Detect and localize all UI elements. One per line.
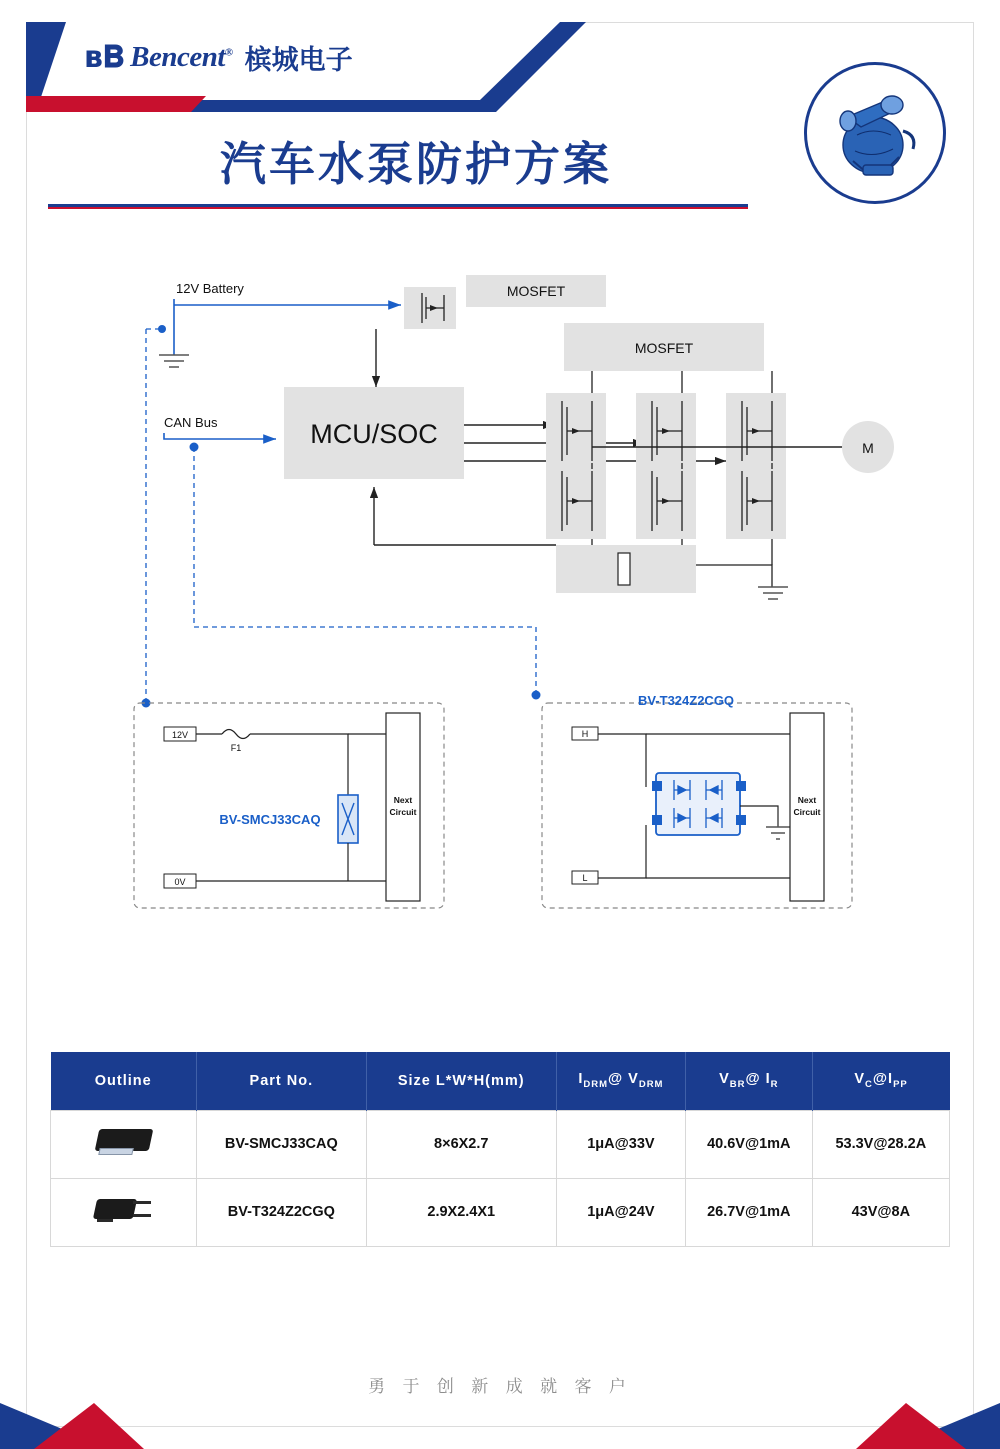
footer-left-red bbox=[34, 1403, 184, 1449]
water-pump-icon bbox=[807, 65, 943, 201]
schematic-diagram bbox=[26, 235, 974, 925]
table-row bbox=[51, 1178, 950, 1246]
logo-mark-icon: ʙ𝐁 bbox=[84, 39, 125, 75]
smc-package-icon bbox=[93, 1129, 155, 1159]
label-box2-l: L bbox=[582, 873, 588, 883]
footer-right-red bbox=[816, 1403, 966, 1449]
product-photo-circle bbox=[804, 62, 946, 204]
cell-idrm: 1μA@24V bbox=[556, 1178, 685, 1246]
cell-size: 8×6X2.7 bbox=[366, 1110, 556, 1178]
footer-band bbox=[0, 1403, 1000, 1449]
cell-vc: 53.3V@28.2A bbox=[812, 1110, 949, 1178]
th-size: Size L*W*H(mm) bbox=[366, 1052, 556, 1110]
page-title: 汽车水泵防护方案 bbox=[220, 137, 612, 191]
label-can-bus: CAN Bus bbox=[164, 415, 218, 430]
label-box1-fuse: F1 bbox=[230, 743, 242, 753]
specs-table bbox=[50, 1052, 950, 1247]
footer-slogan: 勇 于 创 新 成 就 客 户 bbox=[368, 1377, 632, 1397]
specs-table-wrap bbox=[50, 1052, 950, 1247]
label-box1-next-2: Circuit bbox=[389, 807, 417, 817]
label-box1-in: 12V bbox=[171, 730, 189, 740]
label-motor: M bbox=[862, 440, 874, 456]
label-box2-next-1: Next bbox=[797, 795, 817, 805]
label-box1-gnd: 0V bbox=[174, 877, 186, 887]
label-box2-part: BV-T324Z2CGQ bbox=[637, 693, 735, 708]
cell-vc: 43V@8A bbox=[812, 1178, 949, 1246]
th-vbr: $V_{BR}@$ $I_R$ bbox=[685, 1052, 812, 1110]
th-vc: $V_C@I_{PP}$ bbox=[812, 1052, 949, 1110]
logo-wordmark: Bencent® bbox=[130, 41, 233, 73]
table-row bbox=[51, 1110, 950, 1178]
th-outline: Outline bbox=[51, 1052, 197, 1110]
label-mosfet-bridge: MOSFET bbox=[634, 340, 694, 356]
title-rule-red bbox=[48, 207, 748, 209]
cell-outline bbox=[51, 1178, 197, 1246]
th-part-no: Part No. bbox=[197, 1052, 367, 1110]
label-box2-h: H bbox=[581, 729, 589, 739]
logo-chinese-name: 槟城电子 bbox=[244, 45, 353, 76]
title-zone bbox=[26, 118, 974, 228]
th-idrm: $I_{DRM}@$ $V_{DRM}$ bbox=[556, 1052, 685, 1110]
cell-idrm: 1μA@33V bbox=[556, 1110, 685, 1178]
label-box1-part: BV-SMCJ33CAQ bbox=[219, 812, 321, 827]
registered-trademark-icon: ® bbox=[224, 46, 233, 59]
table-header-row bbox=[51, 1052, 950, 1110]
cell-outline bbox=[51, 1110, 197, 1178]
label-12v-battery: 12V Battery bbox=[176, 281, 244, 296]
brand-logo bbox=[84, 38, 353, 77]
sot23-package-icon bbox=[93, 1195, 155, 1229]
cell-vbr: 40.6V@1mA bbox=[685, 1110, 812, 1178]
cell-part-no: BV-SMCJ33CAQ bbox=[197, 1110, 367, 1178]
label-mcu-soc: MCU/SOC bbox=[310, 419, 438, 449]
cell-size: 2.9X2.4X1 bbox=[366, 1178, 556, 1246]
label-mosfet-top: MOSFET bbox=[506, 283, 566, 299]
cell-vbr: 26.7V@1mA bbox=[685, 1178, 812, 1246]
label-box1-next-1: Next bbox=[393, 795, 413, 805]
label-box2-next-2: Circuit bbox=[793, 807, 821, 817]
header-red-accent bbox=[26, 96, 206, 112]
cell-part-no: BV-T324Z2CGQ bbox=[197, 1178, 367, 1246]
